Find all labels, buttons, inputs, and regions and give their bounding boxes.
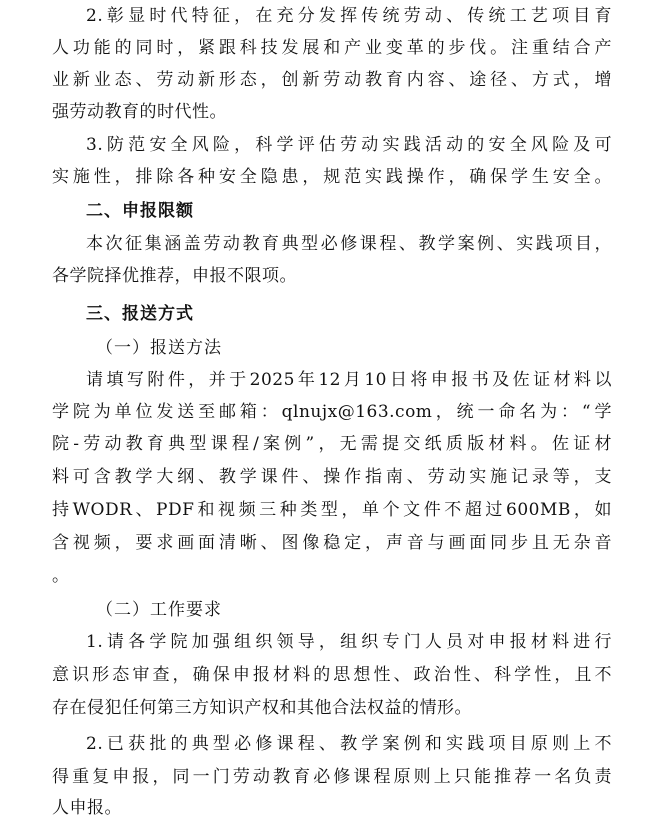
paragraph-2-line-4: 强劳动教育的时代性。	[52, 102, 227, 122]
requirement-2-line-2: 得重复申报，同一门劳动教育必修课程原则上只能推荐一名负责	[52, 767, 612, 787]
method-line-7: 。	[52, 566, 70, 586]
section-heading-submission: 三、报送方式	[86, 304, 194, 324]
paragraph-3-line-1: 3.防范安全风险，科学评估劳动实践活动的安全风险及可	[86, 135, 612, 155]
requirement-1-line-1: 1.请各学院加强组织领导，组织专门人员对申报材料进行	[86, 632, 612, 652]
method-line-5: 持WODR、PDF和视频三种类型，单个文件不超过600MB，如	[52, 500, 612, 520]
subheading-requirements: （二）工作要求	[96, 600, 222, 620]
requirement-2-line-3: 人申报。	[52, 798, 122, 818]
subheading-method: （一）报送方法	[96, 338, 222, 358]
quota-line-2: 各学院择优推荐，申报不限项。	[52, 266, 297, 286]
requirement-1-line-2: 意识形态审查，确保申报材料的思想性、政治性、科学性，且不	[52, 665, 612, 685]
paragraph-2-line-1: 2.彰显时代特征，在充分发挥传统劳动、传统工艺项目育	[86, 6, 612, 26]
paragraph-3-line-2: 实施性，排除各种安全隐患，规范实践操作，确保学生安全。	[52, 167, 612, 187]
method-line-3: 院-劳动教育典型课程/案例”，无需提交纸质版材料。佐证材	[52, 434, 612, 454]
method-line-1: 请填写附件，并于2025年12月10日将申报书及佐证材料以	[86, 370, 612, 390]
method-line-2: 学院为单位发送至邮箱：qlnujx@163.com，统一命名为：“学	[52, 402, 612, 422]
quota-line-1: 本次征集涵盖劳动教育典型必修课程、教学案例、实践项目，	[86, 234, 612, 254]
method-line-4: 料可含教学大纲、教学课件、操作指南、劳动实施记录等，支	[52, 467, 612, 487]
requirement-2-line-1: 2.已获批的典型必修课程、教学案例和实践项目原则上不	[86, 734, 612, 754]
paragraph-2-line-2: 人功能的同时，紧跟科技发展和产业变革的步伐。注重结合产	[52, 38, 612, 58]
method-line-6: 含视频，要求画面清晰、图像稳定，声音与画面同步且无杂音	[52, 533, 612, 553]
paragraph-2-line-3: 业新业态、劳动新形态，创新劳动教育内容、途径、方式，增	[52, 70, 612, 90]
section-heading-quota: 二、申报限额	[86, 201, 194, 221]
requirement-1-line-3: 存在侵犯任何第三方知识产权和其他合法权益的情形。	[52, 698, 472, 718]
